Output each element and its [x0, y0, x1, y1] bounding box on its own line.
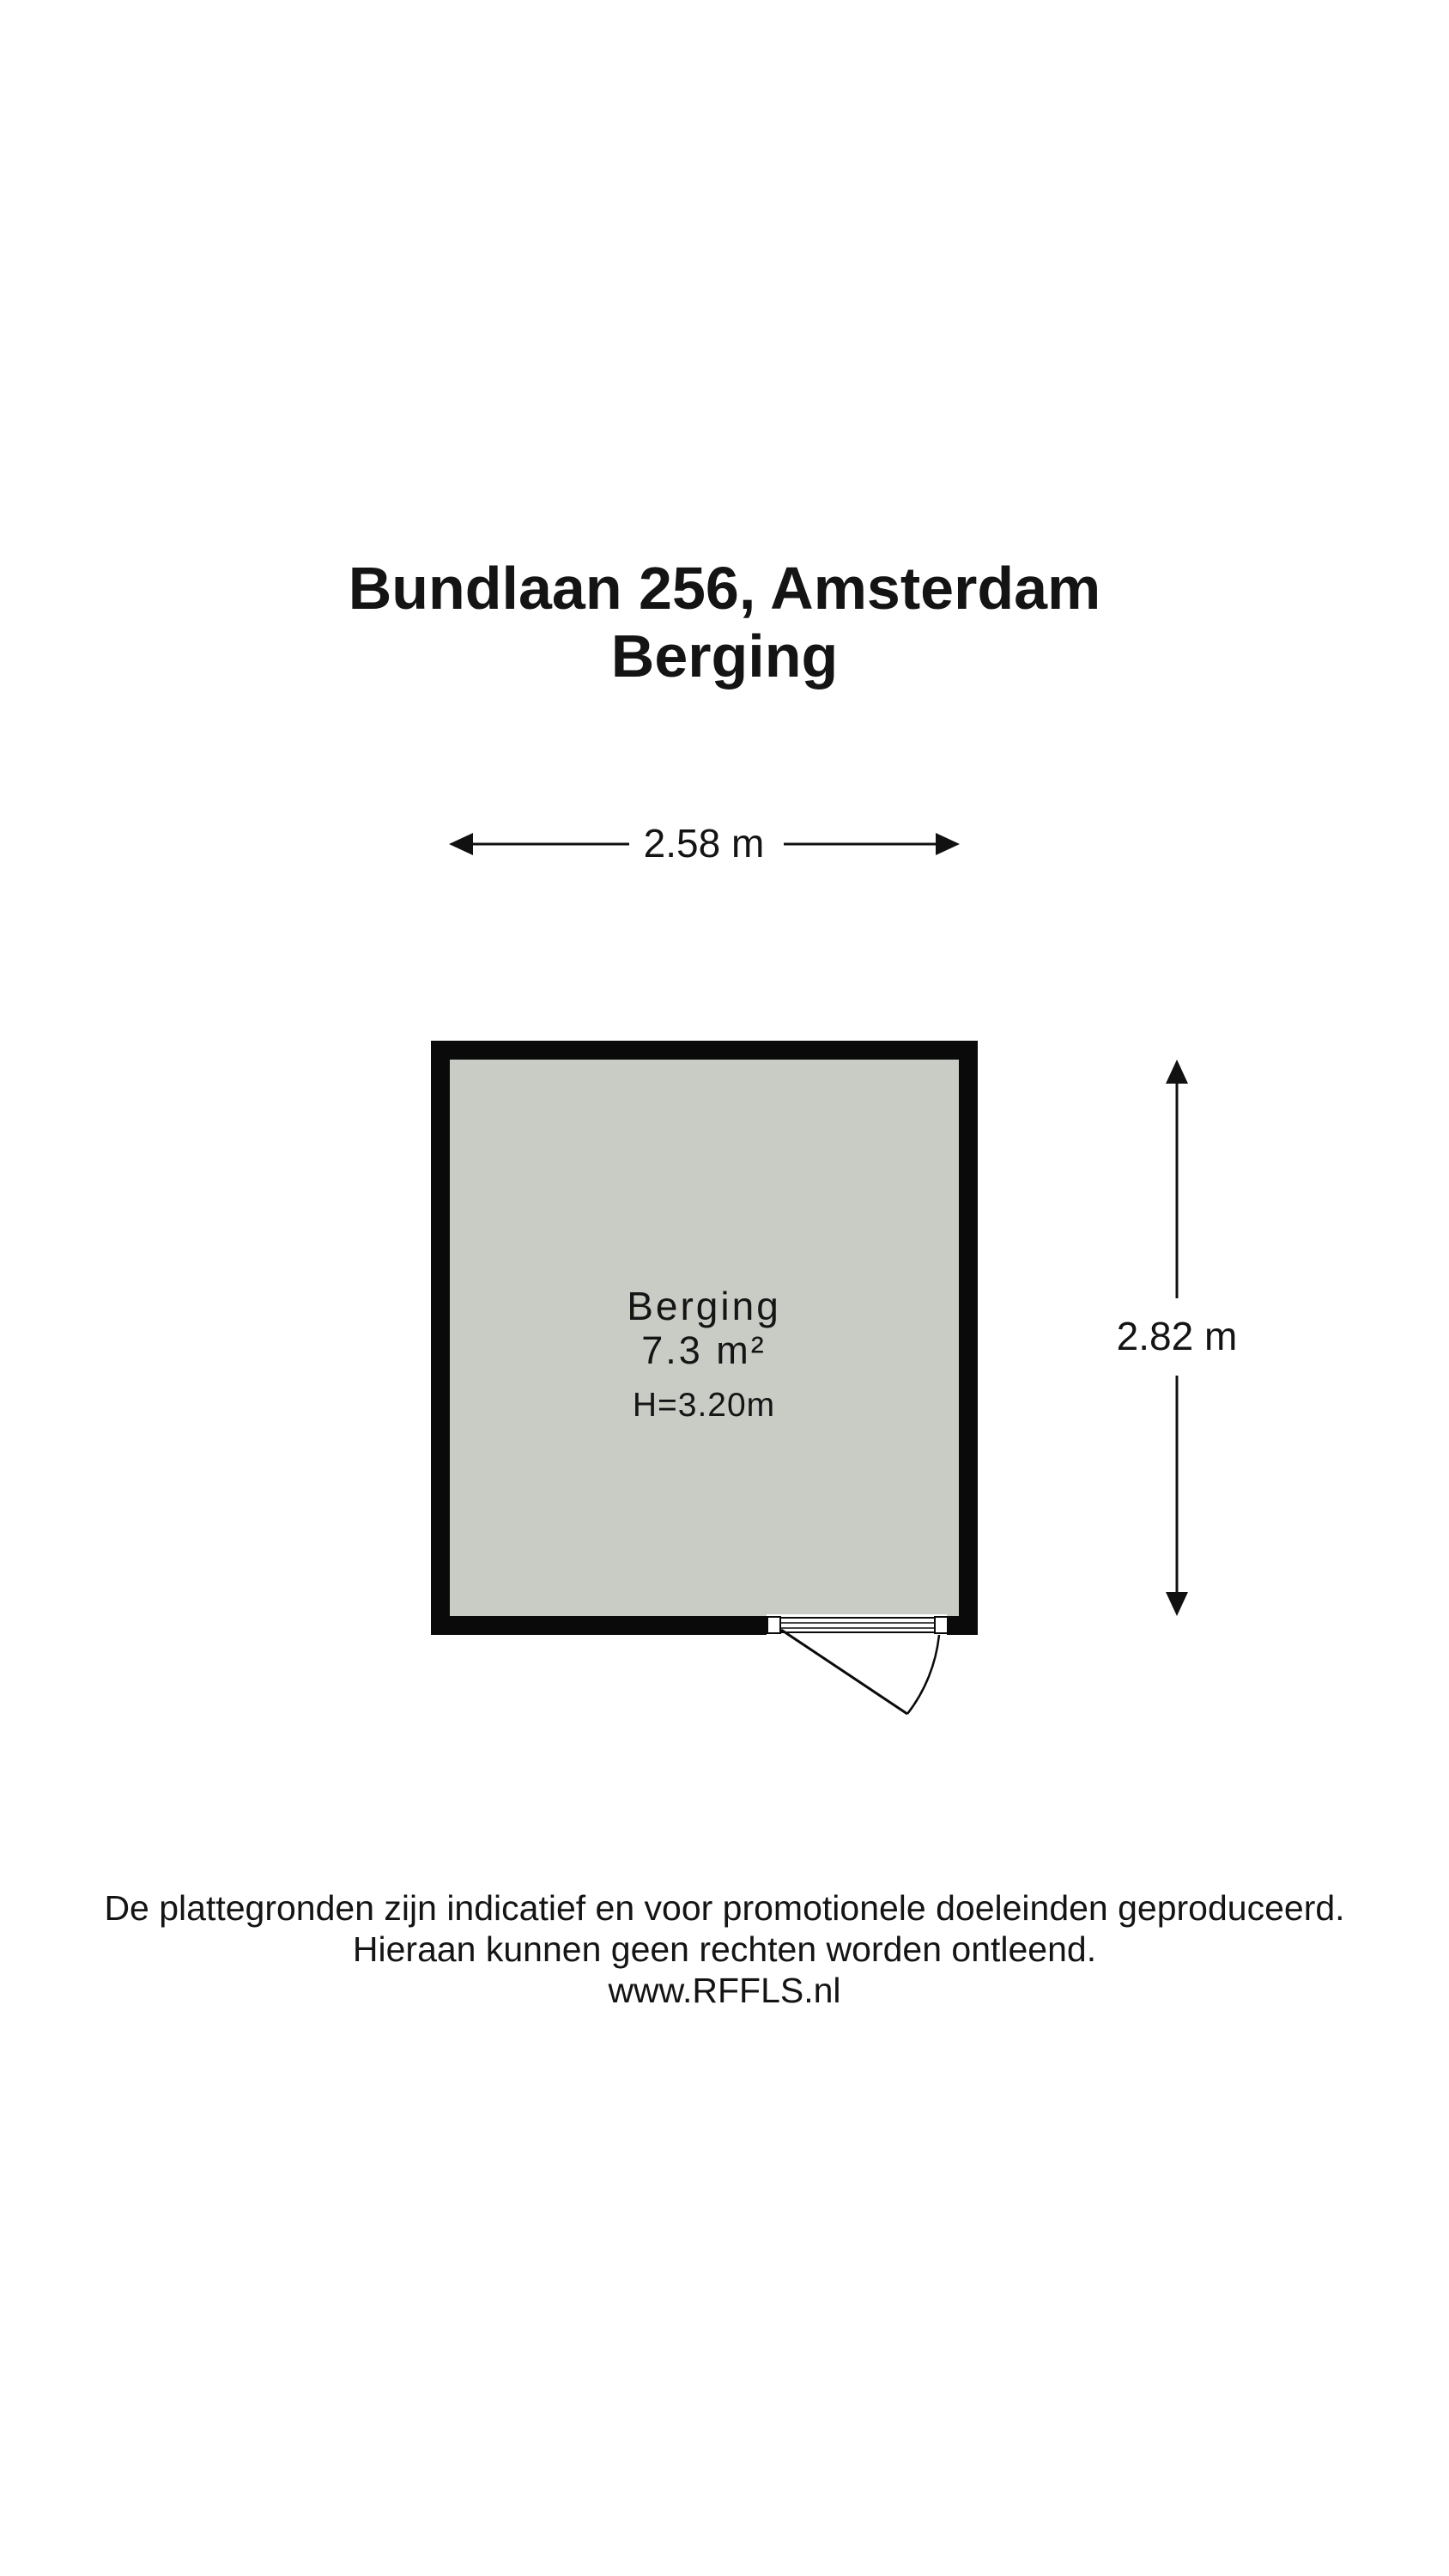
door-leaf	[781, 1630, 907, 1714]
arrow-down-icon	[1166, 1592, 1188, 1616]
room-area-label: 7.3 m²	[641, 1328, 767, 1372]
disclaimer	[0, 1887, 1449, 2011]
page-title-address: Bundlaan 256, Amsterdam	[348, 555, 1101, 622]
page-title-room: Berging	[610, 623, 839, 690]
height-dimension-label: 2.82 m	[1116, 1314, 1238, 1358]
disclaimer-line-1: De plattegronden zijn indicatief en voor promotionele doeleinden geproduceerd.	[104, 1888, 1345, 1928]
width-dimension-label: 2.58 m	[643, 821, 765, 866]
page-title	[0, 555, 1449, 690]
disclaimer-line-2: Hieraan kunnen geen rechten worden ontleend.	[352, 1929, 1097, 1969]
door-swing-arc	[907, 1635, 939, 1714]
arrow-up-icon	[1166, 1060, 1188, 1084]
room-labels	[449, 1283, 959, 1425]
disclaimer-website: www.RFFLS.nl	[608, 1971, 841, 2010]
room-name-label: Berging	[627, 1284, 781, 1328]
room-ceiling-height-label: H=3.20m	[632, 1387, 776, 1424]
